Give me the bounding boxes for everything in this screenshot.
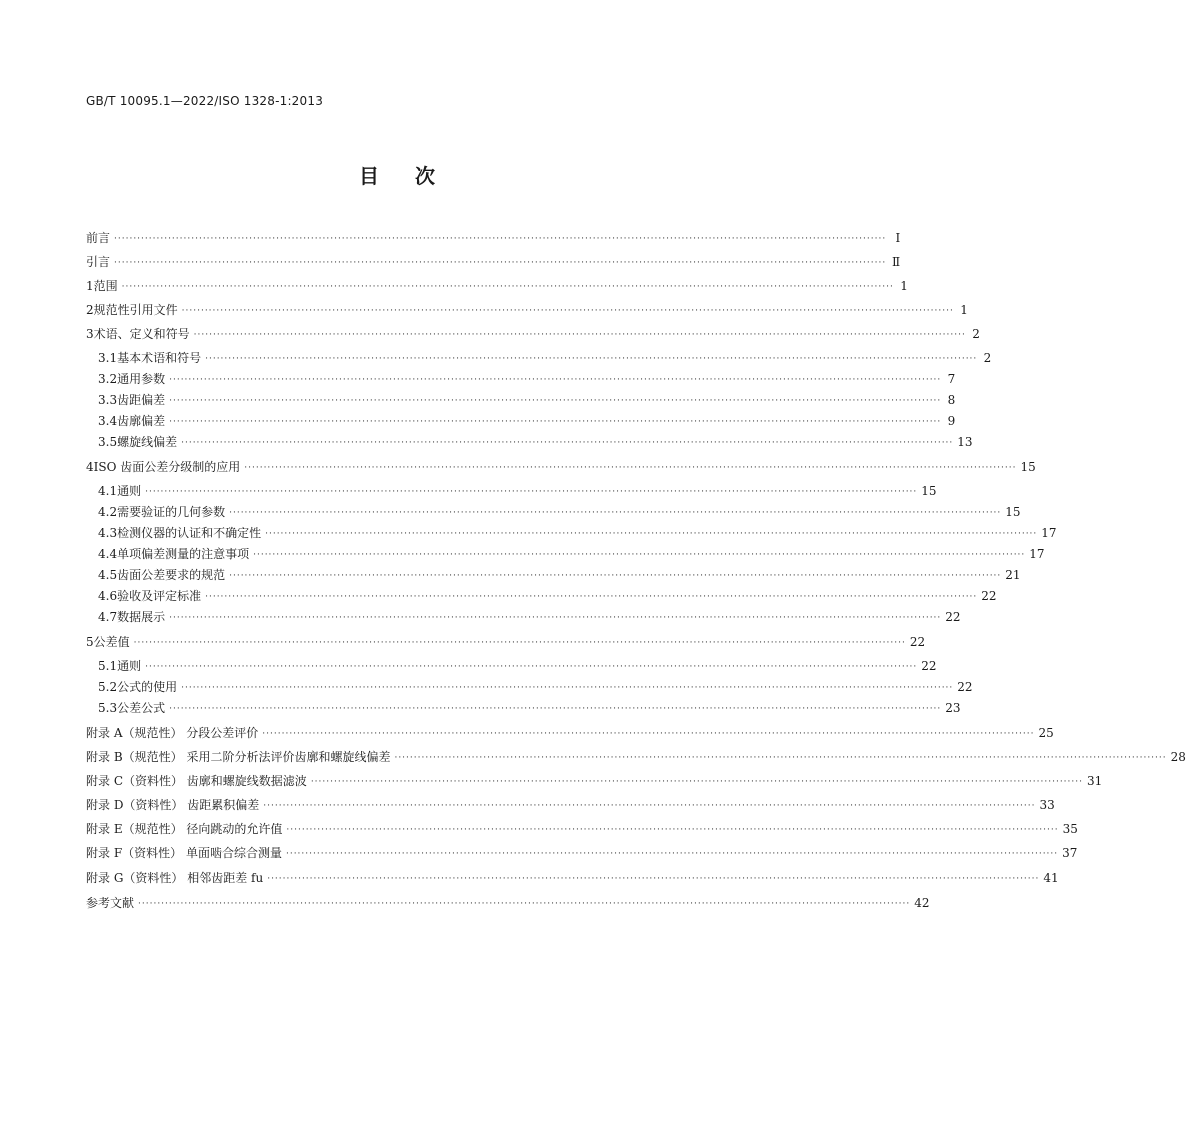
toc-entry[interactable] (86, 845, 1078, 861)
toc-entry-number: 5.1 (98, 659, 118, 673)
toc-leader-dots: ········································································································································································································ (229, 508, 1002, 518)
toc-entry-label: 需要验证的几何参数 (117, 505, 226, 519)
toc-entry-number: 3.2 (98, 372, 118, 386)
toc-entry-page: 21 (1005, 568, 1021, 582)
toc-entry-label: 前言 (86, 231, 111, 245)
toc-entry[interactable] (98, 413, 956, 429)
toc-leader-dots: ········································································································································································································ (169, 375, 942, 385)
toc-entry[interactable] (86, 459, 1036, 475)
toc-entry[interactable] (86, 278, 908, 294)
toc-entry-label: 附录 G（资料性） 相邻齿距差 fu (86, 871, 264, 885)
toc-leader-dots: ········································································································································································································ (145, 662, 918, 672)
toc-entry[interactable] (98, 350, 992, 366)
toc-entry[interactable] (98, 483, 937, 499)
toc-entry-page: 22 (921, 659, 937, 673)
toc-entry[interactable] (98, 588, 997, 604)
document-header (86, 94, 323, 108)
toc-entry-page: 13 (957, 435, 973, 449)
toc-leader-dots: ········································································································································································································ (169, 613, 942, 623)
toc-entry-label: 附录 E（规范性） 径向跳动的允许值 (86, 822, 283, 836)
toc-entry-label: 范围 (93, 279, 118, 293)
toc-leader-dots: ········································································································································································································ (133, 638, 906, 648)
toc-entry-number: 4.3 (98, 526, 118, 540)
toc-entry[interactable] (86, 326, 980, 342)
toc-leader-dots: ········································································································································································································ (169, 704, 942, 714)
toc-entry[interactable] (98, 658, 937, 674)
toc-entry-page: 25 (1038, 726, 1054, 740)
toc-entry-label: 基本术语和符号 (117, 351, 202, 365)
toc-entry[interactable] (98, 567, 1021, 583)
toc-leader-dots: ········································································································································································································ (286, 825, 1059, 835)
toc-entry-number: 4.6 (98, 589, 118, 603)
toc-leader-dots: ········································································································································································································ (267, 874, 1040, 884)
toc-entry-label: 附录 C（资料性） 齿廓和螺旋线数据滤波 (86, 774, 307, 788)
toc-entry-page: 15 (921, 484, 937, 498)
toc-leader-dots: ········································································································································································································ (169, 417, 942, 427)
toc-entry-label: 公差公式 (117, 701, 166, 715)
toc-entry-label: 齿距偏差 (117, 393, 166, 407)
toc-entry-label: 通则 (117, 659, 142, 673)
toc-entry-label: 附录 A（规范性） 分段公差评价 (86, 726, 259, 740)
toc-entry-number: 3.3 (98, 393, 118, 407)
toc-entry[interactable] (86, 821, 1078, 837)
toc-entry[interactable] (98, 609, 961, 625)
toc-entry[interactable] (86, 895, 930, 911)
toc-entry-page: 1 (900, 279, 908, 293)
toc-leader-dots: ········································································································································································································ (181, 438, 954, 448)
toc-entry-label: 术语、定义和符号 (93, 327, 190, 341)
toc-leader-dots: ········································································································································································································ (205, 354, 978, 364)
toc-leader-dots: ········································································································································································································ (310, 777, 1083, 787)
toc-leader-dots: ········································································································································································································ (138, 899, 911, 909)
toc-leader-dots: ········································································································································································································ (285, 849, 1059, 859)
toc-entry-number: 5.2 (98, 680, 118, 694)
toc-entry-page: 28 (1170, 750, 1186, 764)
toc-entry-page: 35 (1062, 822, 1078, 836)
toc-entry-page: 41 (1043, 871, 1059, 885)
toc-leader-dots: ········································································································································································································ (169, 396, 942, 406)
toc-entry-page: 15 (1005, 505, 1021, 519)
toc-entry-page: 37 (1062, 846, 1078, 860)
toc-entry-page: Ⅱ (892, 255, 901, 269)
toc-entry[interactable] (98, 371, 956, 387)
toc-entry[interactable] (98, 504, 1021, 520)
toc-entry-number: 4.4 (98, 547, 118, 561)
toc-entry-label: 数据展示 (117, 610, 166, 624)
toc-entry-number: 2 (86, 303, 94, 317)
toc-leader-dots: ········································································································································································································ (262, 729, 1035, 739)
toc-entry-page: 33 (1039, 798, 1055, 812)
toc-leader-dots: ········································································································································································································ (145, 487, 918, 497)
toc-entry-label: 单项偏差测量的注意事项 (117, 547, 250, 561)
toc-entry-label: 验收及评定标准 (117, 589, 202, 603)
toc-entry-number: 4.7 (98, 610, 118, 624)
toc-entry-label: 引言 (86, 255, 111, 269)
toc-entry[interactable] (86, 634, 926, 650)
page-title: 目次 (359, 164, 471, 188)
toc-entry-page: 8 (947, 393, 956, 407)
toc-entry-label: 齿面公差要求的规范 (117, 568, 226, 582)
toc-leader-dots: ········································································································································································································ (253, 550, 1026, 560)
toc-leader-dots: ········································································································································································································ (394, 753, 1167, 763)
toc-leader-dots: ········································································································································································································ (244, 463, 1017, 473)
toc-entry-number: 4.2 (98, 505, 118, 519)
toc-entry[interactable] (86, 254, 901, 270)
toc-entry-label: 通用参数 (117, 372, 166, 386)
toc-leader-dots: ········································································································································································································ (181, 683, 954, 693)
toc-entry-number: 4.5 (98, 568, 118, 582)
toc-entry-page: 31 (1086, 774, 1103, 788)
toc-entry-label: 附录 B（规范性） 采用二阶分析法评价齿廓和螺旋线偏差 (86, 750, 391, 764)
toc-entry-page: 23 (945, 701, 961, 715)
toc-entry-page: 22 (909, 635, 926, 649)
toc-entry-page: 42 (914, 896, 930, 910)
toc-entry-label: 参考文献 (86, 896, 135, 910)
toc-entry-label: 检测仪器的认证和不确定性 (117, 526, 262, 540)
toc-entry[interactable] (98, 392, 956, 408)
toc-entry[interactable] (86, 230, 901, 246)
toc-leader-dots: ········································································································································································································ (114, 258, 887, 268)
toc-entry-page: 17 (1029, 547, 1045, 561)
toc-entry-number: 5.3 (98, 701, 118, 715)
toc-entry-number: 4 (86, 460, 94, 474)
toc-entry-label: 公差值 (93, 635, 130, 649)
toc-leader-dots: ········································································································································································································ (229, 571, 1002, 581)
toc-entry-page: 2 (983, 351, 992, 365)
toc-entry-number: 4.1 (98, 484, 118, 498)
toc-entry-number: 3 (86, 327, 94, 341)
toc-entry-label: 螺旋线偏差 (117, 435, 178, 449)
toc-entry[interactable] (86, 797, 1055, 813)
toc-entry[interactable] (98, 434, 973, 450)
toc-entry-page: 2 (972, 327, 980, 341)
toc-entry-page: 22 (945, 610, 961, 624)
toc-entry-page: 22 (957, 680, 973, 694)
toc-entry-number: 1 (86, 279, 94, 293)
toc-entry[interactable] (98, 679, 973, 695)
toc-entry-number: 5 (86, 635, 94, 649)
toc-entry-page: 7 (947, 372, 956, 386)
toc-leader-dots: ········································································································································································································ (205, 592, 978, 602)
toc-entry-label: 附录 F（资料性） 单面啮合综合测量 (86, 846, 282, 860)
toc-entry-page: 15 (1020, 460, 1036, 474)
toc-entry[interactable] (86, 773, 1103, 789)
toc-leader-dots: ········································································································································································································ (121, 282, 894, 292)
toc-entry[interactable] (86, 725, 1054, 741)
toc-entry-label: 规范性引用文件 (93, 303, 178, 317)
toc-entry[interactable] (98, 546, 1045, 562)
toc-entry[interactable] (98, 525, 1057, 541)
toc-leader-dots: ········································································································································································································ (181, 306, 954, 316)
toc-entry-label: 通则 (117, 484, 142, 498)
toc-leader-dots: ········································································································································································································ (193, 330, 966, 340)
toc-entry-number: 3.1 (98, 351, 118, 365)
toc-entry-page: 9 (947, 414, 956, 428)
toc-leader-dots: ········································································································································································································ (265, 529, 1038, 539)
toc-entry[interactable] (86, 870, 1059, 886)
toc-leader-dots: ········································································································································································································ (263, 801, 1036, 811)
standard-number: GB/T 10095.1—2022/ISO 1328-1:2013 (86, 94, 324, 108)
toc-leader-dots: ········································································································································································································ (114, 234, 887, 244)
toc-entry-label: 附录 D（资料性） 齿距累积偏差 (86, 798, 260, 812)
toc-entry[interactable] (86, 749, 1186, 765)
toc-entry[interactable] (86, 302, 968, 318)
toc-entry[interactable] (98, 700, 961, 716)
toc-entry-number: 3.5 (98, 435, 118, 449)
toc-entry-page: 17 (1041, 526, 1057, 540)
toc-entry-page: Ⅰ (895, 231, 901, 245)
toc-entry-label: 公式的使用 (117, 680, 178, 694)
toc-entry-label: ISO 齿面公差分级制的应用 (93, 460, 241, 474)
toc-entry-page: 22 (981, 589, 997, 603)
toc-entry-label: 齿廓偏差 (117, 414, 166, 428)
toc-entry-page: 1 (960, 303, 968, 317)
toc-entry-number: 3.4 (98, 414, 118, 428)
